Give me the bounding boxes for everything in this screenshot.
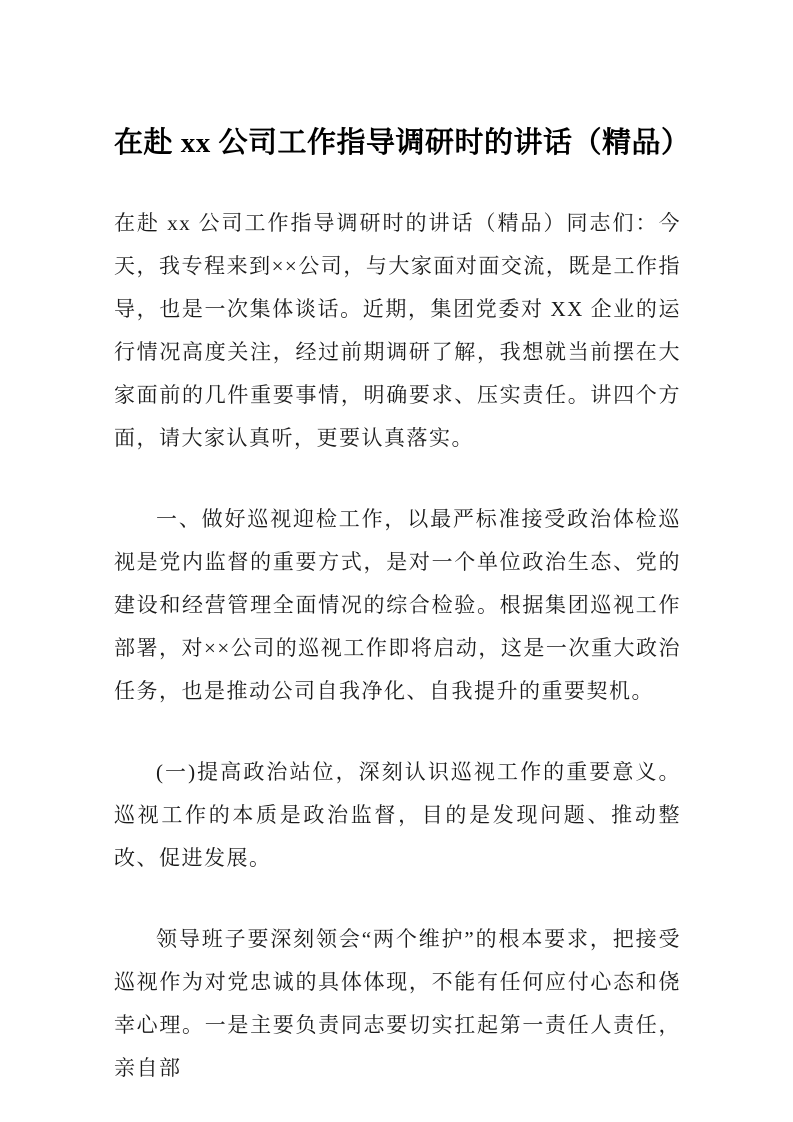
document-title: 在赴 xx 公司工作指导调研时的讲话（精品）: [114, 127, 691, 159]
paragraph-subsection-one: (一)提高政治站位，深刻认识巡视工作的重要意义。巡视工作的本质是政治监督，目的是发现问题、推动整改、促进发展。: [114, 760, 681, 870]
paragraph-leadership: 领导班子要深刻领会“两个维护”的根本要求，把接受巡视作为对党忠诚的具体体现，不能有任何应付心态和侥幸心理。一是主要负责同志要切实扛起第一责任人责任，亲自部: [114, 927, 681, 1080]
paragraph-intro: 在赴 xx 公司工作指导调研时的讲话（精品）同志们：今天，我专程来到××公司，与大家面对面交流，既是工作指导，也是一次集体谈话。近期，集团党委对 XX 企业的运行情况高度关注，经过前期调研了解，我想就当前摆在大家面前的几件重要事情，明确要求、压实责任。讲四个方面，请大家认真听，更要认真落实。: [114, 211, 681, 450]
paragraph-section-one: 一、做好巡视迎检工作，以最严标准接受政治体检巡视是党内监督的重要方式，是对一个单位政治生态、党的建设和经营管理全面情况的综合检验。根据集团巡视工作部署，对××公司的巡视工作即将启动，这是一次重大政治任务，也是推动公司自我净化、自我提升的重要契机。: [114, 507, 681, 703]
